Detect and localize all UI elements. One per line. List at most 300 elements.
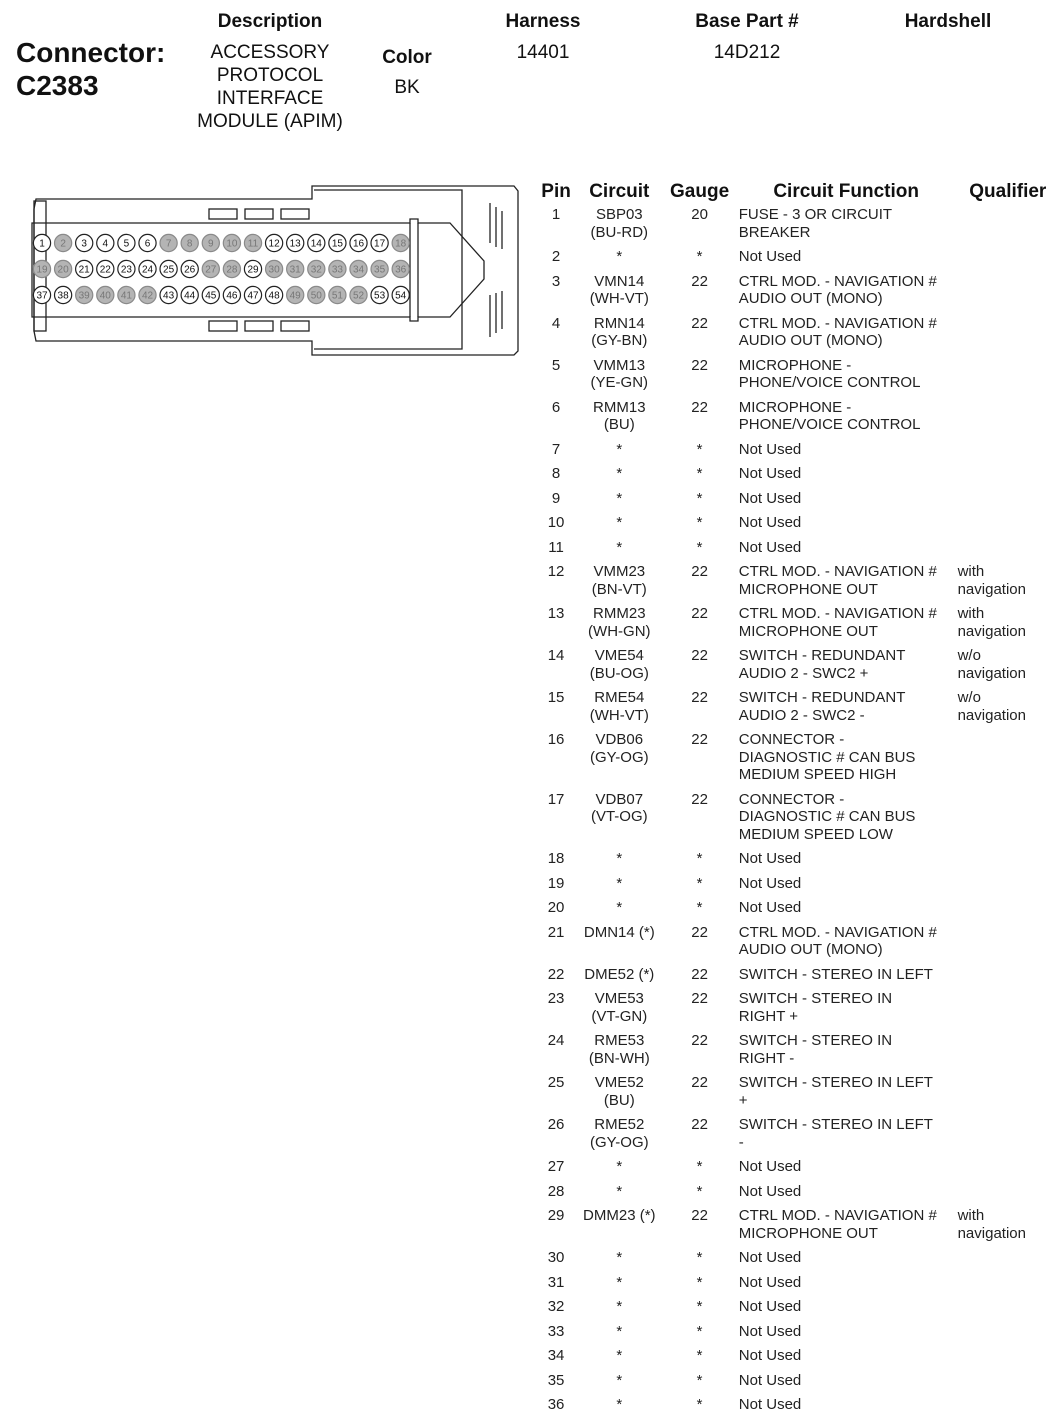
pin-number-label: 44	[184, 290, 196, 302]
function-cell: CTRL MOD. - NAVIGATION # AUDIO OUT (MONO)	[738, 923, 937, 958]
circuit-cell: *	[616, 1298, 623, 1315]
pin-number-label: 43	[163, 290, 175, 302]
gauge-cell: 22	[691, 1032, 708, 1049]
function-cell: MICROPHONE - PHONE/VOICE CONTROL	[738, 398, 921, 433]
pin-number-label: 29	[247, 264, 259, 276]
qualifier-cell	[958, 730, 1058, 790]
table-header-row	[538, 181, 1058, 205]
gauge-cell: *	[696, 514, 703, 531]
qualifier-cell	[958, 513, 1058, 538]
function-cell: SWITCH - STEREO IN LEFT	[738, 965, 933, 983]
qualifier-cell	[958, 965, 1058, 990]
table-row	[538, 1115, 1058, 1157]
connector-pin	[160, 234, 177, 251]
connector-pin	[139, 260, 156, 277]
table-row	[538, 1031, 1058, 1073]
circuit-cell: *	[616, 440, 623, 458]
connector-pin	[139, 234, 156, 251]
circuit-cell: VMN14 (WH-VT)	[589, 272, 649, 307]
table-row	[538, 538, 1058, 563]
connector-pin	[55, 286, 72, 303]
connector-pin	[97, 286, 114, 303]
function-cell: SWITCH - STEREO IN LEFT +	[738, 1074, 933, 1109]
table-row	[538, 398, 1058, 440]
pin-cell: 24	[547, 1032, 565, 1049]
connector-pin	[33, 286, 50, 303]
pin-cell: 35	[547, 1371, 565, 1389]
gauge-cell: *	[696, 899, 703, 916]
latch-tab	[281, 321, 309, 331]
pin-cell: 20	[547, 899, 565, 916]
latch-tab	[209, 209, 237, 219]
qualifier-cell: with navigation	[957, 1207, 1026, 1242]
circuit-cell: *	[616, 1322, 623, 1340]
pin-number-label: 46	[226, 290, 238, 302]
connector-pin	[76, 286, 93, 303]
pin-cell: 8	[551, 465, 561, 482]
pin-number-label: 19	[36, 264, 48, 276]
qualifier-cell: with navigation	[957, 563, 1026, 598]
function-cell: Not Used	[738, 1371, 802, 1389]
circuit-cell: DME52 (*)	[584, 965, 655, 983]
pin-number-label: 21	[78, 264, 90, 276]
pin-cell: 21	[547, 923, 565, 941]
pin-cell: 25	[547, 1074, 565, 1091]
pin-cell: 29	[547, 1207, 565, 1224]
connector-pin	[76, 234, 93, 251]
connector-pin	[308, 260, 325, 277]
gauge-cell: *	[696, 850, 703, 867]
pin-number-label: 37	[36, 290, 48, 302]
table-row	[538, 989, 1058, 1031]
pin-number-label: 17	[374, 238, 386, 250]
pin-cell: 1	[551, 206, 561, 223]
gauge-cell: 22	[691, 563, 708, 580]
connector-pin	[308, 234, 325, 251]
pin-number-label: 15	[331, 238, 343, 250]
gauge-cell: 22	[691, 314, 708, 332]
connector-pin	[244, 286, 261, 303]
connector-label: Connector:	[16, 37, 166, 68]
circuit-cell: VME54 (BU-OG)	[589, 647, 649, 682]
pin-cell: 6	[551, 398, 561, 416]
connector-face-diagram	[14, 183, 522, 358]
qualifier-cell	[958, 1297, 1058, 1322]
circuit-cell: DMN14 (*)	[583, 923, 655, 941]
table-row	[538, 205, 1058, 247]
qualifier-cell	[958, 849, 1058, 874]
gauge-cell: 22	[691, 356, 708, 374]
table-row	[538, 1346, 1058, 1371]
pin-grid	[33, 234, 409, 303]
base-part-value: 14D212	[713, 42, 781, 63]
qualifier-cell	[958, 1395, 1058, 1420]
table-row	[538, 356, 1058, 398]
table-row	[538, 464, 1058, 489]
gauge-cell: *	[696, 1371, 703, 1389]
function-cell: SWITCH - REDUNDANT AUDIO 2 - SWC2 +	[738, 647, 906, 682]
base-part-heading: Base Part #	[695, 11, 799, 32]
circuit-cell: RMM13 (BU)	[593, 398, 646, 433]
pin-cell: 9	[551, 489, 561, 507]
qualifier-cell	[958, 1073, 1058, 1115]
pin-number-label: 26	[184, 264, 196, 276]
function-cell: Not Used	[738, 899, 802, 916]
pin-number-label: 1	[39, 238, 45, 250]
gauge-cell: *	[696, 1298, 703, 1315]
pin-number-label: 54	[395, 290, 407, 302]
pin-number-label: 13	[289, 238, 301, 250]
circuit-cell: RMM23 (WH-GN)	[588, 605, 651, 640]
circuit-cell: *	[616, 1396, 623, 1413]
circuit-cell: VMM13 (YE-GN)	[590, 356, 649, 391]
qualifier-cell: w/o navigation	[957, 689, 1026, 724]
connector-pin	[329, 260, 346, 277]
circuit-cell: *	[616, 514, 623, 531]
connector-pin	[76, 260, 93, 277]
pin-number-label: 52	[352, 290, 365, 302]
gauge-cell: 20	[691, 206, 708, 223]
connector-pin	[350, 260, 367, 277]
circuit-cell: RME54 (WH-VT)	[589, 689, 649, 724]
pin-number-label: 16	[352, 238, 365, 250]
gauge-cell: 22	[691, 923, 708, 941]
pin-cell: 7	[551, 440, 561, 458]
table-row	[538, 604, 1058, 646]
pinout-table-body	[538, 205, 1058, 1420]
col-header-circuit-function: Circuit Function	[773, 181, 919, 202]
circuit-cell: VDB07 (VT-OG)	[590, 790, 648, 825]
harness-value: 14401	[516, 42, 570, 63]
qualifier-cell	[958, 1346, 1058, 1371]
gauge-cell: 22	[691, 965, 708, 983]
circuit-cell: *	[616, 874, 623, 892]
gauge-cell: 22	[691, 605, 708, 622]
pin-number-label: 23	[120, 264, 132, 276]
qualifier-cell	[958, 314, 1058, 356]
function-cell: Not Used	[738, 1182, 802, 1200]
qualifier-cell	[958, 247, 1058, 272]
connector-pin	[181, 234, 198, 251]
gauge-cell: *	[696, 465, 703, 482]
connector-pin	[392, 260, 409, 277]
circuit-cell: *	[616, 899, 623, 916]
pin-number-label: 7	[165, 238, 172, 250]
gauge-cell: 22	[691, 1207, 708, 1224]
circuit-cell: VMM23 (BN-VT)	[591, 563, 647, 598]
connector-pin	[202, 260, 219, 277]
pin-cell: 19	[547, 874, 565, 892]
table-row	[538, 489, 1058, 514]
circuit-cell: RME53 (BN-WH)	[588, 1032, 650, 1067]
function-cell: Not Used	[738, 850, 802, 867]
circuit-cell: VME52 (BU)	[594, 1074, 644, 1109]
table-row	[538, 646, 1058, 688]
function-cell: Not Used	[738, 1298, 802, 1315]
connector-pin	[287, 286, 304, 303]
qualifier-cell	[958, 440, 1058, 465]
color-value: BK	[394, 77, 420, 98]
circuit-cell: RME52 (GY-OG)	[589, 1116, 649, 1151]
connector-pin	[350, 286, 367, 303]
pin-cell: 28	[547, 1182, 565, 1200]
table-row	[538, 1248, 1058, 1273]
qualifier-cell	[958, 398, 1058, 440]
connector-pin	[392, 234, 409, 251]
qualifier-cell	[958, 464, 1058, 489]
connector-pin	[118, 234, 135, 251]
description-heading: Description	[217, 11, 323, 32]
pin-cell: 32	[547, 1298, 565, 1315]
pin-number-label: 34	[352, 264, 365, 276]
pin-number-label: 25	[163, 264, 175, 276]
connector-pin	[266, 260, 283, 277]
qualifier-cell	[958, 272, 1058, 314]
pin-number-label: 4	[102, 238, 109, 250]
connector-pin	[223, 260, 240, 277]
col-header-gauge: Gauge	[670, 181, 730, 202]
pin-number-label: 41	[120, 290, 132, 302]
connector-pin	[244, 260, 261, 277]
function-cell: CTRL MOD. - NAVIGATION # MICROPHONE OUT	[738, 563, 937, 598]
function-cell: Not Used	[738, 1249, 802, 1266]
connector-pin	[266, 286, 283, 303]
connector-pin	[371, 260, 388, 277]
pin-number-label: 14	[310, 238, 322, 250]
table-row	[538, 1395, 1058, 1420]
gauge-cell: 22	[691, 398, 708, 416]
connector-pin	[181, 260, 198, 277]
function-cell: MICROPHONE - PHONE/VOICE CONTROL	[738, 356, 921, 391]
pin-number-label: 31	[289, 264, 301, 276]
function-cell: CONNECTOR - DIAGNOSTIC # CAN BUS MEDIUM SPEED HIGH	[738, 731, 916, 783]
latch-tab	[245, 321, 273, 331]
function-cell: Not Used	[738, 1158, 802, 1175]
col-header-pin: Pin	[541, 181, 571, 202]
qualifier-cell	[958, 790, 1058, 850]
pin-cell: 27	[547, 1158, 565, 1175]
pin-number-label: 2	[60, 238, 66, 250]
table-row	[538, 923, 1058, 965]
pin-cell: 30	[547, 1249, 565, 1266]
gauge-cell: 22	[691, 990, 708, 1007]
function-cell: CTRL MOD. - NAVIGATION # AUDIO OUT (MONO)	[738, 314, 937, 349]
pin-cell: 4	[551, 314, 561, 332]
qualifier-cell: with navigation	[957, 605, 1026, 640]
pin-number-label: 9	[208, 238, 214, 250]
circuit-cell: *	[616, 1249, 623, 1266]
connector-pin	[181, 286, 198, 303]
function-cell: SWITCH - STEREO IN RIGHT +	[738, 990, 893, 1025]
connector-pin	[160, 260, 177, 277]
qualifier-cell	[958, 538, 1058, 563]
table-row	[538, 1182, 1058, 1207]
pin-cell: 33	[547, 1322, 565, 1340]
function-cell: SWITCH - STEREO IN LEFT -	[738, 1116, 933, 1151]
qualifier-cell	[958, 1115, 1058, 1157]
qualifier-cell	[958, 489, 1058, 514]
qualifier-cell	[958, 923, 1058, 965]
circuit-cell: *	[616, 1273, 623, 1291]
pin-number-label: 22	[99, 264, 111, 276]
pin-number-label: 18	[395, 238, 407, 250]
gauge-cell: 22	[691, 731, 708, 748]
connector-pin	[118, 286, 135, 303]
function-cell: Not Used	[738, 1347, 802, 1364]
table-row	[538, 790, 1058, 850]
function-cell: Not Used	[738, 514, 802, 531]
pin-cell: 10	[547, 514, 565, 531]
function-cell: Not Used	[738, 1273, 802, 1291]
pin-cell: 11	[548, 538, 564, 556]
circuit-cell: *	[616, 1182, 623, 1200]
pin-number-label: 10	[226, 238, 238, 250]
table-row	[538, 849, 1058, 874]
gauge-cell: *	[696, 248, 703, 265]
gauge-cell: *	[696, 1347, 703, 1364]
qualifier-cell	[958, 205, 1058, 247]
table-row	[538, 898, 1058, 923]
pin-number-label: 39	[78, 290, 90, 302]
connector-pin	[266, 234, 283, 251]
connector-pin	[371, 286, 388, 303]
latch-tab	[281, 209, 309, 219]
connector-pin	[33, 260, 50, 277]
qualifier-cell	[958, 1371, 1058, 1396]
connector-pin	[223, 286, 240, 303]
circuit-cell: *	[616, 1371, 623, 1389]
table-row	[538, 314, 1058, 356]
table-row	[538, 874, 1058, 899]
connector-pin	[202, 234, 219, 251]
table-row	[538, 1073, 1058, 1115]
circuit-cell: *	[616, 489, 623, 507]
circuit-cell: *	[616, 850, 623, 867]
table-row	[538, 1322, 1058, 1347]
circuit-cell: VME53 (VT-GN)	[591, 990, 648, 1025]
connector-pin	[118, 260, 135, 277]
latch-tab	[245, 209, 273, 219]
pin-number-label: 49	[289, 290, 301, 302]
connector-pin	[392, 286, 409, 303]
pin-number-label: 33	[331, 264, 343, 276]
qualifier-cell	[958, 356, 1058, 398]
pin-cell: 5	[551, 356, 561, 374]
color-heading: Color	[382, 47, 432, 68]
gauge-cell: 22	[691, 790, 708, 808]
circuit-cell: DMM23 (*)	[583, 1207, 656, 1224]
pinout-table	[538, 181, 1058, 1420]
connector-pin	[308, 286, 325, 303]
pin-number-label: 3	[81, 238, 87, 250]
pin-cell: 18	[547, 850, 565, 867]
gauge-cell: *	[696, 440, 703, 458]
table-row	[538, 562, 1058, 604]
connector-title	[16, 36, 165, 102]
function-cell: Not Used	[738, 1322, 802, 1340]
table-row	[538, 688, 1058, 730]
pin-number-label: 24	[141, 264, 154, 276]
col-header-qualifier: Qualifier	[969, 181, 1047, 202]
table-row	[538, 730, 1058, 790]
pin-cell: 2	[551, 248, 561, 265]
col-header-circuit: Circuit	[589, 181, 650, 202]
pin-number-label: 53	[374, 290, 386, 302]
pin-cell: 14	[547, 647, 565, 664]
pin-number-label: 12	[268, 238, 280, 250]
qualifier-cell	[958, 1182, 1058, 1207]
circuit-cell: RMN14 (GY-BN)	[591, 314, 648, 349]
circuit-cell: *	[616, 538, 623, 556]
connector-pin	[223, 234, 240, 251]
gauge-cell: *	[696, 1322, 703, 1340]
table-row	[538, 247, 1058, 272]
connector-pin	[371, 234, 388, 251]
harness-heading: Harness	[505, 11, 581, 32]
gauge-cell: 22	[691, 1074, 708, 1091]
connector-pin	[160, 286, 177, 303]
qualifier-cell	[958, 898, 1058, 923]
qualifier-cell	[958, 1322, 1058, 1347]
pin-number-label: 6	[144, 238, 151, 250]
pin-cell: 15	[547, 689, 565, 706]
connector-pin	[55, 234, 72, 251]
function-cell: CTRL MOD. - NAVIGATION # MICROPHONE OUT	[738, 605, 937, 640]
pin-number-label: 11	[247, 238, 259, 250]
circuit-cell: *	[616, 248, 623, 265]
table-row	[538, 1273, 1058, 1298]
qualifier-cell	[958, 1157, 1058, 1182]
gauge-cell: *	[696, 874, 703, 892]
connector-pin	[287, 234, 304, 251]
connector-id: C2383	[16, 70, 99, 101]
function-cell: Not Used	[738, 248, 802, 265]
gauge-cell: 22	[691, 1116, 708, 1133]
gauge-cell: 22	[691, 689, 708, 706]
pin-number-label: 47	[247, 290, 259, 302]
pin-cell: 22	[547, 965, 565, 983]
connector-pin	[139, 286, 156, 303]
function-cell: Not Used	[738, 874, 802, 892]
function-cell: SWITCH - STEREO IN RIGHT -	[738, 1032, 893, 1067]
function-cell: Not Used	[738, 465, 802, 482]
pin-number-label: 48	[268, 290, 280, 302]
gauge-cell: *	[696, 1249, 703, 1266]
pin-number-label: 38	[57, 290, 69, 302]
function-cell: SWITCH - REDUNDANT AUDIO 2 - SWC2 -	[738, 689, 906, 724]
gauge-cell: 22	[691, 647, 708, 664]
gauge-cell: *	[696, 1158, 703, 1175]
pin-number-label: 32	[310, 264, 322, 276]
qualifier-cell	[958, 1273, 1058, 1298]
qualifier-cell	[958, 1031, 1058, 1073]
pin-number-label: 28	[226, 264, 238, 276]
circuit-cell: *	[616, 1158, 623, 1175]
circuit-cell: *	[616, 1347, 623, 1364]
qualifier-cell: w/o navigation	[957, 647, 1026, 682]
gauge-cell: *	[696, 489, 703, 507]
qualifier-cell	[958, 989, 1058, 1031]
qualifier-cell	[958, 1248, 1058, 1273]
connector-pin	[33, 234, 50, 251]
table-row	[538, 1157, 1058, 1182]
circuit-cell: SBP03 (BU-RD)	[590, 206, 649, 241]
pin-cell: 34	[547, 1347, 565, 1364]
pin-cell: 13	[547, 605, 565, 622]
pin-number-label: 40	[99, 290, 111, 302]
connector-pin	[55, 260, 72, 277]
qualifier-cell	[958, 874, 1058, 899]
